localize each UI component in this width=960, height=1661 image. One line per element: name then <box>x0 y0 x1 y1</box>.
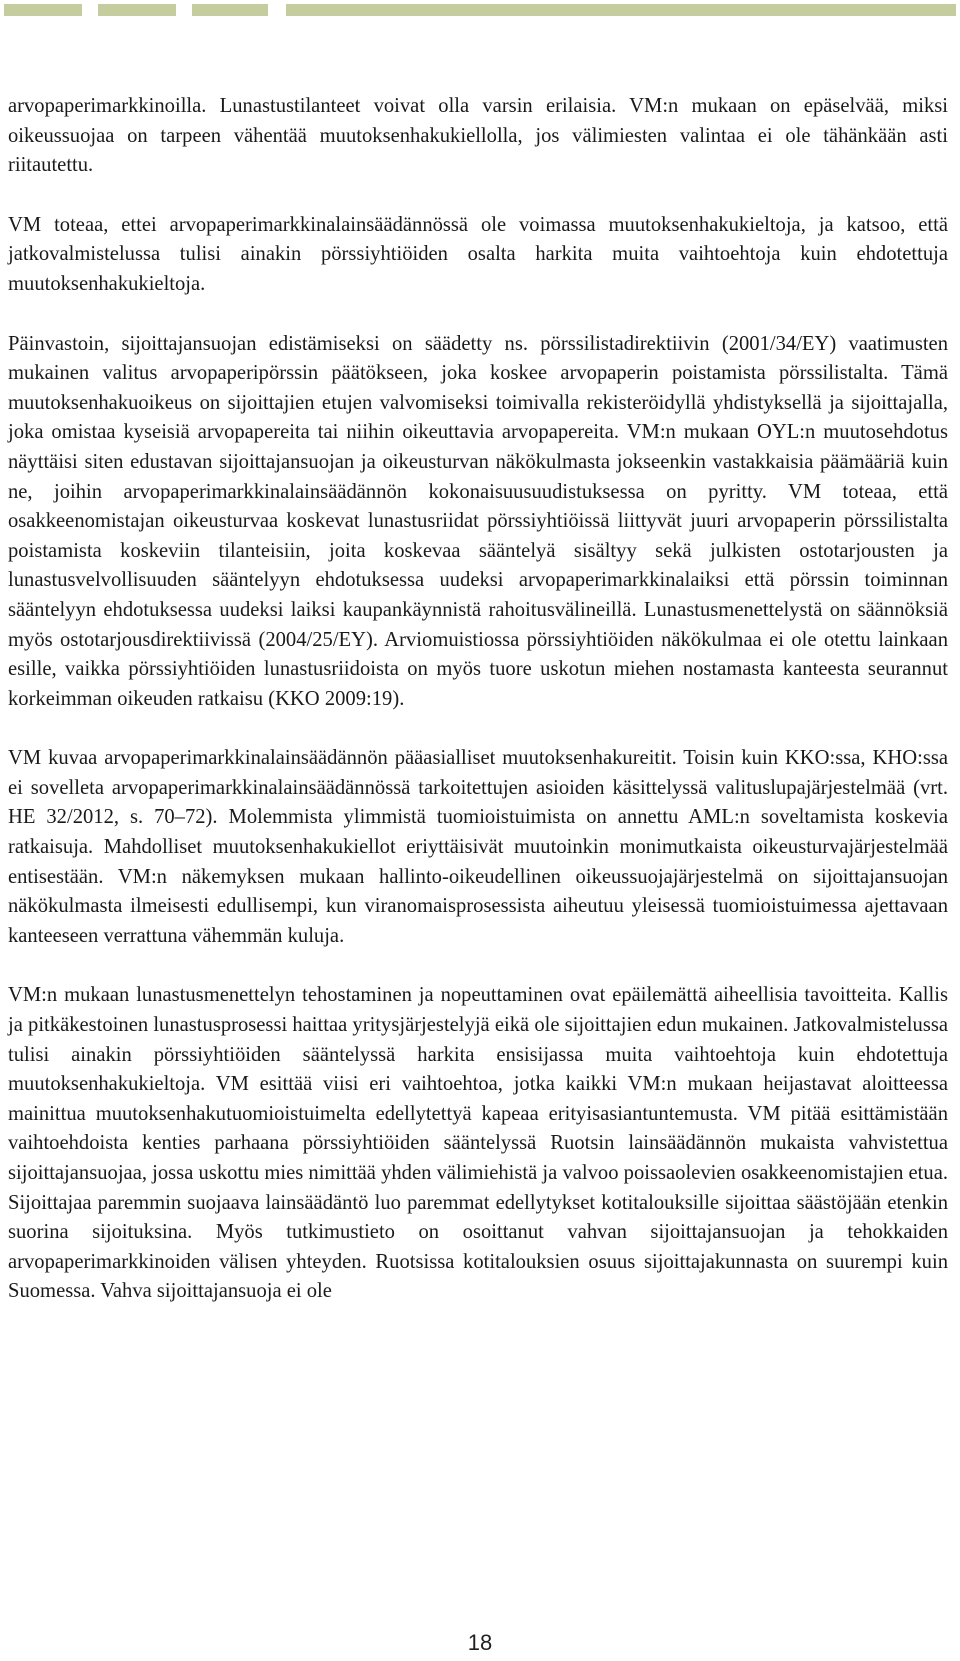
header-bar-3 <box>192 4 268 16</box>
page-body <box>8 92 948 1337</box>
paragraph-2: VM toteaa, ettei arvopaperimarkkinalainsäädännössä ole voimassa muutoksenhakukieltoja, ja katsoo, että jatkovalmistelussa tulisi ainakin pörssiyhtiöiden osalta harkita muita vaihtoehtoja kuin ehdotettuja muutoksenhakukieltoja. <box>8 213 948 295</box>
paragraph-1: arvopaperimarkkinoilla. Lunastustilanteet voivat olla varsin erilaisia. VM:n mukaan on epäselvää, miksi oikeussuojaa on tarpeen vähentää muutoksenhakukiellolla, jos välimiesten valintaa ei ole tähänkään asti riitautettu. <box>8 95 948 177</box>
header-decoration <box>0 4 960 16</box>
paragraph-5: VM:n mukaan lunastusmenettelyn tehostaminen ja nopeuttaminen ovat epäilemättä aiheellisia tavoitteita. Kallis ja pitkäkestoinen lunastusprosessi haittaa yritysjärjestelyjä eikä ole sijoittajien edun mukainen. Jatkovalmistelussa tulisi ainakin pörssiyhtiöiden sääntelyssä harkita ensisijassa muita vaihtoehtoja kuin ehdotettuja muutoksenhakukieltoja. VM esittää viisi eri vaihtoehtoa, jotka kaikki VM:n mukaan heijastavat aloitteessa mainittua muutoksenhakutuomioistuimelta edellytettyä kapeaa erityisasiantuntemusta. VM pitää esittämistään vaihtoehdoista kenties parhaana pörssiyhtiöiden sääntelyssä Ruotsin lainsäädännön mukaista vahvistettua sijoittajansuojaa, jossa uskottu mies nimittää yhden välimiehistä ja valvoo poissaolevien osakkeenomistajien etua. Sijoittajaa paremmin suojaava lainsäädäntö luo paremmat edellytykset kotitalouksille sijoittaa säästöjään etenkin suorina sijoituksina. Myös tutkimustieto on osoittanut vahvan sijoittajansuojan ja tehokkaiden arvopaperimarkkinoiden välisen yhteyden. Ruotsissa kotitalouksien osuus sijoittajakunnasta on suurempi kuin Suomessa. Vahva sijoittajansuoja ei ole <box>8 984 948 1303</box>
header-bar-1 <box>4 4 82 16</box>
paragraph-4: VM kuvaa arvopaperimarkkinalainsäädännön pääasialliset muutoksenhakureitit. Toisin kuin KKO:ssa, KHO:ssa ei sovelleta arvopaperimarkkinalainsäädännössä tarkoitettujen asioiden käsittelyssä valituslupajärjestelmää (vrt. HE 32/2012, s. 70–72). Molemmista ylimmistä tuomioistuimista on annettu AML:n soveltamista koskevia ratkaisuja. Mahdolliset muutoksenhakukiellot eriyttäisivät muutoinkin monimutkaista oikeusturvajärjestelmää entisestään. VM:n näkemyksen mukaan hallinto-oikeudellinen oikeussuojajärjestelmä on sijoittajansuojan näkökulmasta ilmeisesti edullisempi, kun viranomaisprosessista aiheutuu yleisessä tuomioistuimessa ajettavaan kanteeseen verrattuna vähemmän kuluja. <box>8 747 948 947</box>
header-bar-4 <box>286 4 956 16</box>
header-bar-2 <box>98 4 176 16</box>
page-number: 18 <box>467 1630 493 1655</box>
paragraph-3: Päinvastoin, sijoittajansuojan edistämiseksi on säädetty ns. pörssilistadirektiivin (2001/34/EY) vaatimusten mukainen valitus arvopaperipörssin päätökseen, joka koskee arvopaperin poistamista pörssilistalta. Tämä muutoksenhakuoikeus on sijoittajien etujen valvomiseksi toimivalla rekisteröidyllä yhdistyksellä ja sijoittajalla, joka omistaa kyseisiä arvopapereita tai niihin oikeuttavia arvopapereita. VM:n mukaan OYL:n muutosehdotus näyttäisi siten edustavan sijoittajansuojan ja oikeusturvan näkökulmasta jokseenkin vastakkaisia päämääriä kuin ne, joihin arvopaperimarkkinalainsäädännön kokonaisuusuudistuksessa on pyritty. VM toteaa, että osakkeenomistajan oikeusturvaa koskevat lunastusriidat pörssiyhtiöissä liittyvät juuri arvopaperin pörssilistalta poistamista koskeviin tilanteisiin, joita koskevaa sääntelyä sisältyy sekä julkisten ostotarjousten ja lunastusvelvollisuuden sääntelyyn ehdotuksessa uudeksi arvopaperimarkkinalaiksi että pörssin toiminnan sääntelyyn ehdotuksessa uudeksi laiksi kaupankäynnistä rahoitusvälineillä. Lunastusmenettelystä on säännöksiä myös ostotarjousdirektiivissä (2004/25/EY). Arviomuistiossa pörssiyhtiöiden näkökulmaa ei ole otettu lainkaan esille, vaikka pörssiyhtiöiden lunastusriidoista on myös tuore uskotun miehen nostamasta kanteesta seurannut korkeimman oikeuden ratkaisu (KKO 2009:19). <box>8 332 948 710</box>
